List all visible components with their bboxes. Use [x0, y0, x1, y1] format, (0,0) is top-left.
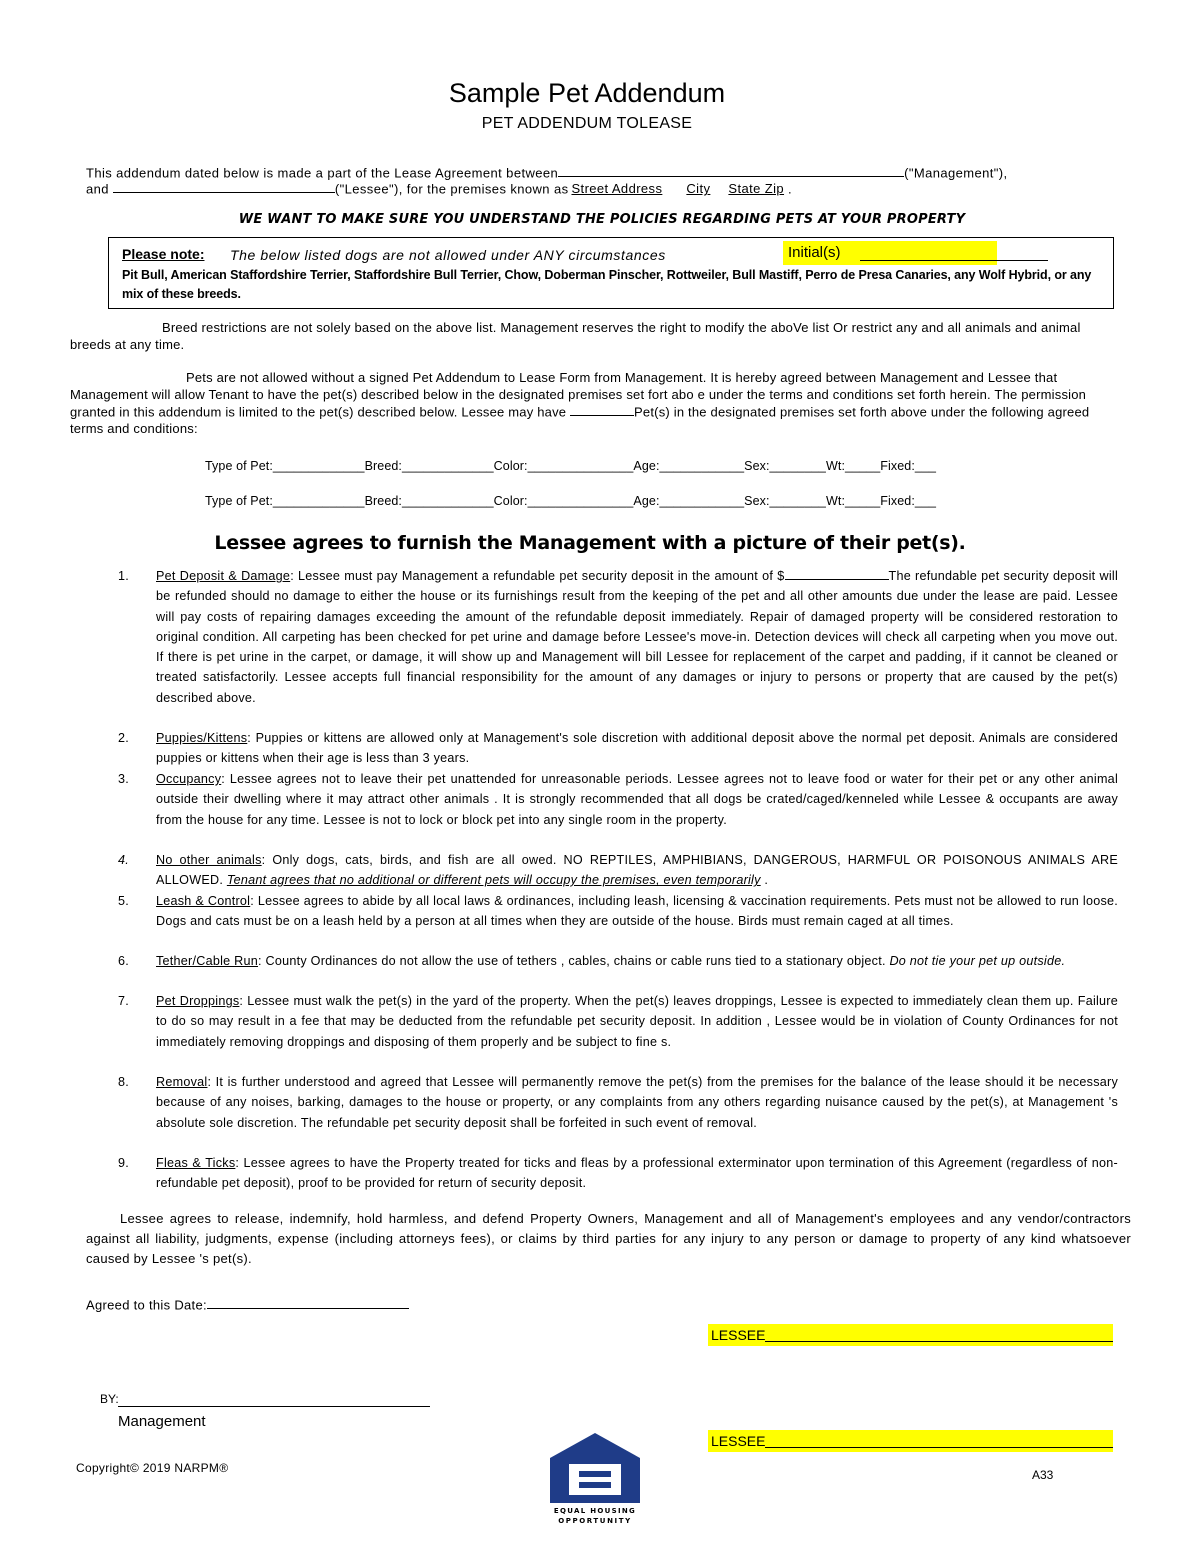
agreed-date-row: [86, 1296, 409, 1312]
term-text: : Lessee must pay Management a refundable pet security deposit in the amount of $: [290, 569, 785, 583]
signature-line: [765, 1341, 1113, 1342]
term-item: [118, 769, 1118, 830]
term-text: : Puppies or kittens are allowed only at Management's sole discretion with additional deposit above the normal pet deposit. Animals are considered puppies or kittens when their age is less than 3 years.: [156, 731, 1118, 766]
pet-info-line-1[interactable]: Type of Pet:_____________Breed:_____________Color:_______________Age:____________Sex:________Wt:_____Fixed:___: [205, 459, 937, 473]
agreed-date-field[interactable]: [207, 1296, 409, 1309]
intro-line-1: [86, 164, 1118, 180]
term-title: Pet Droppings: [156, 994, 240, 1008]
term-number: 3.: [118, 772, 130, 786]
term-item: [118, 991, 1118, 1052]
intro-text: This addendum dated below is made a part of the Lease Agreement between: [86, 165, 559, 181]
by-label: BY:: [100, 1392, 119, 1406]
management-signature-line[interactable]: [118, 1406, 430, 1407]
term-number: 5.: [118, 894, 130, 908]
permission-paragraph: [70, 369, 1120, 437]
document-title: Sample Pet Addendum: [448, 78, 726, 108]
pet-count-field[interactable]: [570, 403, 634, 416]
term-title: Removal: [156, 1075, 208, 1089]
term-italic-text: Tenant agrees that no additional or different pets will occupy the premises, even temporarily: [226, 873, 761, 888]
page-code: A33: [1032, 1468, 1054, 1482]
equal-housing-logo: [547, 1430, 643, 1526]
term-number: 6.: [118, 954, 130, 968]
term-number: 7.: [118, 994, 130, 1008]
document-subtitle: PET ADDENDUM TOLEASE: [481, 115, 693, 132]
term-title: Fleas & Ticks: [156, 1156, 236, 1170]
term-title: Pet Deposit & Damage: [156, 569, 291, 583]
restricted-breeds-list: Pit Bull, American Staffordshire Terrier, Staffordshire Bull Terrier, Chow, Doberman Pinscher, Rottweiler, Bull Mastiff, Perro de Presa Canaries, any Wolf Hybrid, or any mix of these breeds.: [122, 268, 1092, 301]
term-title: No other animals: [156, 853, 262, 867]
permission-text: Pets are not allowed without a signed Pet Addendum to Lease Form from Management. It is hereby agreed between Management and Lessee that Management will allow Tenant to have the pet(s) described below in the designated premises set fort abo e under the terms and conditions set forth herein. The permission granted in this addendum is limited to the pet(s) described below. Lessee may have: [70, 370, 1087, 420]
term-text: : It is further understood and agreed that Lessee will permanently remove the pet(s) from the premises for the balance of the lease should it be necessary because of any noises, barking, damages to the house or property, or any complaints from any others regarding nuisance caused by the pet(s), at Management 's absolute sole discretion. The refundable pet security deposit shall be forfeited in such event of removal.: [156, 1075, 1118, 1130]
lessee-signature-label: LESSEE: [711, 1433, 766, 1449]
term-number: 4.: [118, 853, 130, 867]
term-text: The refundable pet security deposit will be refunded should no damage to either the house or its furnishings result from the keeping of the pet and all other amounts due under the lease are paid. Lessee will pay costs of repairing damages exceeding the amount of the refundable deposit immediately. Repair of damaged property will be considered restoration to original condition. All carpeting has been checked for pet urine and damage before Lessee's move-in. Detection devices will check all carpeting when you move out. If there is pet urine in the carpet, or damage, it will show up and Management will bill Lessee for replacement of the carpet and padding, if it cannot be cleaned or treated satisfactorily. Lessee accepts full financial responsibility for the amount of any damages or injury to persons or property that are caused by the pet(s) described above.: [156, 569, 1118, 705]
permission-text-end: Pet(s) in the designated premises set forth above under the following agreed terms and conditions:: [70, 404, 1090, 437]
intro-end: .: [788, 181, 793, 197]
management-name-field[interactable]: [558, 164, 904, 177]
term-item: [118, 891, 1118, 932]
initials-label: Initial(s): [788, 244, 841, 261]
term-item: [118, 728, 1118, 769]
initials-field[interactable]: [783, 241, 997, 265]
term-item: [118, 1072, 1118, 1133]
intro-line-2: [86, 180, 1118, 196]
notice-text: The below listed dogs are not allowed under ANY circumstances: [230, 247, 666, 263]
term-number: 8.: [118, 1075, 130, 1089]
term-text: : Only dogs, cats, birds, and fish are all owed. NO REPTILES, AMPHIBIANS, DANGEROUS, HARMFUL OR POISONOUS ANIMALS ARE ALLOWED.: [156, 853, 1119, 888]
term-number: 1.: [118, 569, 130, 583]
lessee-signature-label: LESSEE: [711, 1327, 766, 1343]
lessee-signature-2[interactable]: [708, 1430, 1113, 1452]
term-item: [118, 1153, 1118, 1194]
term-item: [118, 850, 1118, 891]
lessee-name-field[interactable]: [113, 180, 335, 193]
logo-text-2: OPPORTUNITY: [558, 1517, 632, 1525]
copyright-notice: Copyright© 2019 NARPM®: [76, 1461, 229, 1475]
city-field[interactable]: City: [686, 181, 711, 197]
notice-label: Please note:: [122, 246, 205, 262]
term-number: 2.: [118, 731, 130, 745]
release-paragraph: Lessee agrees to release, indemnify, hold harmless, and defend Property Owners, Management and all of Management's employees and any vendor/contractors against all liability, judgments, expense (including attorneys fees), or claims by third parties for any injury to any person or damage to property of any kind whatsoever caused by Lessee 's pet(s).: [86, 1211, 1131, 1266]
intro-and: and: [86, 181, 109, 197]
term-text: : County Ordinances do not allow the use of tethers , cables, chains or cable runs tied to a stationary object.: [258, 954, 886, 968]
lessee-signature-1[interactable]: [708, 1324, 1113, 1346]
deposit-amount-field[interactable]: [785, 567, 889, 580]
term-item: [118, 951, 1118, 971]
term-item: [118, 566, 1118, 708]
term-text: : Lessee agrees to have the Property treated for ticks and fleas by a professional exterminator upon termination of this Agreement (regardless of non-refundable pet deposit), proof to be provided for return of security deposit.: [156, 1156, 1118, 1191]
street-address-field[interactable]: Street Address: [571, 181, 663, 197]
term-title: Leash & Control: [156, 894, 251, 908]
term-italic-text: Do not tie your pet up outside.: [889, 954, 1066, 968]
equal-housing-house-icon: [547, 1430, 643, 1526]
term-text: : Lessee agrees not to leave their pet unattended for unreasonable periods. Lessee agrees not to leave food or water for their pet or any other animal outside their dwelling where it may attract other animals . It is strongly recommended that all dogs be crated/caged/kenneled while Lessee & occupants are away from the house for any time. Lessee is not to lock or block pet into any single room in the property.: [156, 772, 1118, 827]
logo-text-1: EQUAL HOUSING: [553, 1507, 637, 1515]
pet-picture-heading: Lessee agrees to furnish the Management with a picture of their pet(s).: [214, 532, 966, 554]
term-title: Puppies/Kittens: [156, 731, 248, 745]
management-label: ("Management"),: [904, 165, 1008, 181]
term-title: Occupancy: [156, 772, 222, 786]
signature-line: [765, 1447, 1113, 1448]
pet-info-line-2[interactable]: Type of Pet:_____________Breed:_____________Color:_______________Age:____________Sex:________Wt:_____Fixed:___: [205, 494, 937, 508]
term-title: Tether/Cable Run: [156, 954, 259, 968]
term-text: : Lessee agrees to abide by all local laws & ordinances, including leash, licensing & vaccination requirements. Pets must not be allowed to run loose. Dogs and cats must be on a leash held by a person at all times when they are outside of the house. Birds must remain caged at all times.: [156, 894, 1118, 929]
breed-restrictions-paragraph: Breed restrictions are not solely based on the above list. Management reserves the right to modify the aboVe list Or restrict any and all animals and animal breeds at any time.: [70, 320, 1081, 352]
policy-banner: WE WANT TO MAKE SURE YOU UNDERSTAND THE POLICIES REGARDING PETS AT YOUR PROPERTY: [238, 212, 966, 227]
term-number: 9.: [118, 1156, 130, 1170]
term-text-end: .: [764, 873, 769, 888]
state-zip-field[interactable]: State Zip: [728, 181, 785, 197]
management-label: Management: [118, 1413, 206, 1430]
initials-line: [860, 260, 1048, 261]
agreed-date-label: Agreed to this Date:: [86, 1297, 207, 1313]
lessee-label: ("Lessee"), for the premises known as: [334, 181, 569, 197]
term-text: : Lessee must walk the pet(s) in the yard of the property. When the pet(s) leaves droppings, Lessee is expected to immediately clean them up. Failure to do so may result in a fee that may be deducted from the refundable pet security deposit. In addition , Lessee would be in violation of County Ordinances for not immediately removing droppings and disposing of them properly and be subject to fine s.: [156, 994, 1118, 1049]
